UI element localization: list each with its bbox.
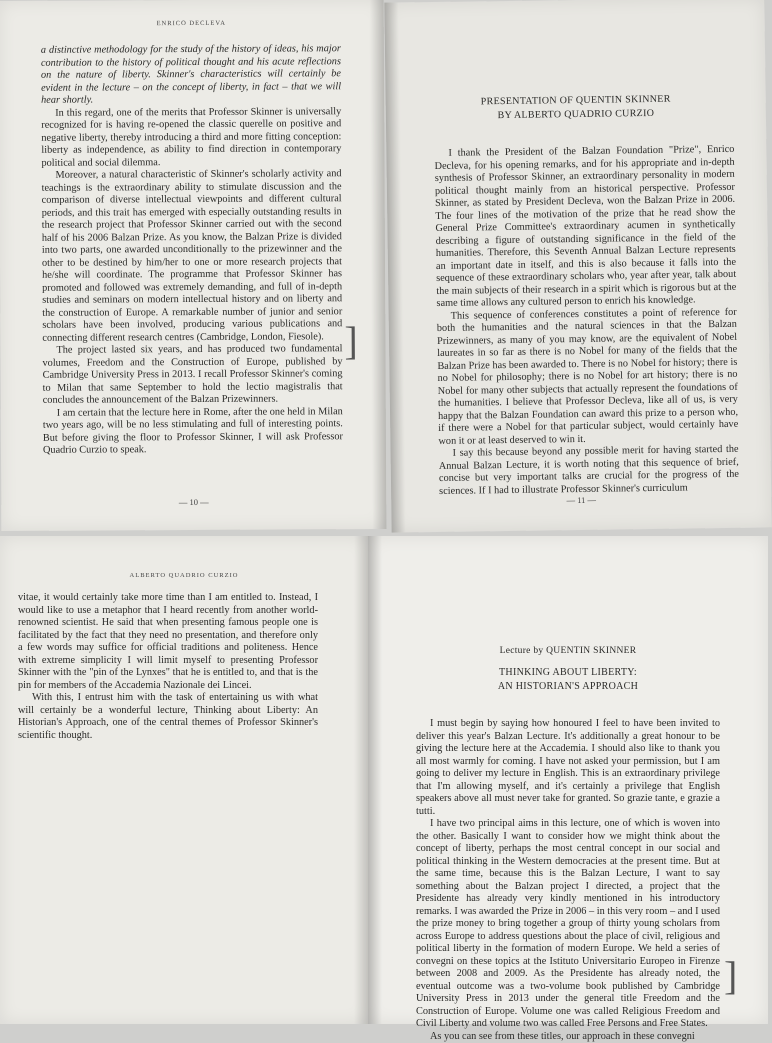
gutter-shadow — [384, 2, 405, 532]
page-11 — [384, 0, 771, 533]
paragraph: I must begin by saying how honoured I feel to have been invited to deliver this year's Balzan Lecture. It's additionally a great honour to be giving the lecture here at the Accademia. I should also like to thank you all most warmly for coming. I have not asked your permission, but I am going to deliver my lecture in English. This is an extraordinary privilege that I'm allowing myself, and it's certainly a privilege that English speakers above all must never take for granted. So grazie tante, e grazie a tutti. — [416, 718, 720, 818]
running-head: ENRICO DECLEVA — [0, 19, 384, 28]
paragraph: As you can see from these titles, our approach in these convegni — [416, 1031, 720, 1043]
gutter-shadow — [354, 536, 368, 1024]
paragraph: Moreover, a natural characteristic of Skinner's scholarly activity and teachings is the extraordinary ability to stimulate discussion and the comparison of diverse intellectual viewpoints and different cultural periods, and this trait has emerged with especially outstanding results in the research project that Professor Skinner carried out with the second half of his 2006 Balzan Prize. As you know, the Balzan Prize is divided into two parts, one awarded unconditionally to the prizewinner and the other to be destined by him/her to one or more research projects that he/she will coordinate. The programme that Professor Skinner has promoted and followed was extremely demanding, and full of in-depth studies and seminars on modern intellectual history and on liberty and the construction of Europe. A remarkable number of junior and senior scholars have been involved, producing various publications and connecting different research centres (Cambridge, London, Fiesole). — [41, 168, 342, 345]
paragraph: This sequence of conferences constitutes a point of reference for both the humanities and the natural sciences in that the Balzan Prizewinners, as many of you may know, are the equivalent of Nobel laureates in so far as there is no Nobel for many of the fields that the Balzan Prize has been awarded to. There is no Nobel for history; there is no Nobel for philosophy; there is no Nobel for art history; there is no Nobel for many other subjects that actually represent the foundations of the humanities. I believe that Professor Decleva, like all of us, is very happy that the Balzan Foundation can award this prize to a person who, if there were a Nobel for that particular subject, would certainly have won it or at least deserved to win it. — [437, 306, 739, 448]
paragraph: With this, I entrust him with the task of entertaining us with what will certainly be a wonderful lecture, Thinking about Liberty: An Historian's Approach, one of the central themes of Professor Skinner's scientific thought. — [18, 692, 318, 742]
paragraph: a distinctive methodology for the study of the history of ideas, his major contribution to the history of political thought and his acute reflections on the nature of liberty. Skinner's characteristics will certainly be evident in the lecture – on the concept of liberty, in fact – that we will hear shortly. — [41, 43, 341, 107]
running-head: ALBERTO QUADRIO CURZIO — [0, 572, 368, 579]
section-title — [386, 91, 766, 124]
page-13 — [368, 536, 768, 1024]
body-text — [416, 718, 720, 1043]
page-10 — [0, 0, 386, 531]
paragraph: In this regard, one of the merits that Professor Skinner is universally recognized for is having re-opened the classic querelle on positive and negative liberty, thereby introducing a third and more fitting conception: liberty as independence, as ability to find direction in contemporary political and social dilemma. — [41, 106, 341, 170]
title-line: THINKING ABOUT LIBERTY: — [368, 666, 768, 680]
paragraph: I thank the President of the Balzan Foundation "Prize", Enrico Decleva, for his opening remarks, and for his appropriate and in-depth synthesis of Professor Skinner, an extraordinary personality in modern political thought mainly from an historical perspective. Professor Skinner, as stated by President Decleva, won the Balzan Prize in 2006. The four lines of the motivation of the prize that he read show the General Prize Committee's extraordinary acumen in synthetically describing a figure of outstanding significance in the field of the humanities. Therefore, this Seventh Annual Balzan Lecture represents an important date in itself, and this is also because it falls into the sequence of these extraordinary scholars who, year after year, talk about the main subjects of their research in a spirit which is rigorous but at the same time allows any cultured person to enrich his knowledge. — [434, 144, 736, 311]
body-text — [18, 592, 318, 742]
margin-bracket: ] — [724, 956, 737, 996]
paragraph: I say this because beyond any possible merit for having started the Annual Balzan Lecture, it is worth noting that this sequence of brief, concise but very important talks are crucial for the progress of the sciences. If I had to illustrate Professor Skinner's curriculum — [439, 444, 740, 498]
title-line: PRESENTATION OF QUENTIN SKINNER — [386, 91, 766, 110]
paragraph: The project lasted six years, and has produced two fundamental volumes, Freedom and the Construction of Europe, published by Cambridge University Press in 2013. I recall Professor Skinner's coming to Milan that same September to hold the lectio magistralis that concludes the announcement of the Balzan Prizewinners. — [42, 343, 342, 407]
page-12 — [0, 536, 368, 1024]
margin-bracket: ] — [344, 321, 358, 361]
body-text — [41, 43, 343, 457]
paragraph: I have two principal aims in this lecture, one of which is woven into the other. Basically I want to consider how we might think about the concept of liberty, perhaps the most central concept in our social and political thinking in the Western democracies at the present time. But at the same time, because this is the Balzan Lecture, I want to say something about the Balzan project I directed, a project that the Presidente has already very kindly mentioned in his introductory remarks. I was awarded the Prize in 2006 – in this very room – and I used the prize money to bring together a group of thirty young scholars from across Europe to address questions about the place of civil, religious and political liberty in the formation of modern Europe. We held a series of convegni on these topics at the Istituto Universitario Europeo in Firenze between 2008 and 2009. As the Presidente has already noted, the eventual outcome was a two-volume book published by Cambridge University Press in 2013 under the general title Freedom and the Construction of Europe. Volume one was called Religious Freedom and Civil Liberty and volume two was called Free Persons and Free States. — [416, 818, 720, 1031]
title-line: BY ALBERTO QUADRIO CURZIO — [386, 105, 766, 124]
folio: — 10 — — [1, 496, 386, 508]
gutter-shadow — [368, 536, 382, 1024]
lecture-title — [368, 666, 768, 694]
folio: — 11 — — [391, 492, 771, 507]
lecture-byline: Lecture by QUENTIN SKINNER — [368, 644, 768, 658]
paragraph: vitae, it would certainly take more time than I am entitled to. Instead, I would like to use a metaphor that I heard recently from another world-renowned scientist. He said that when presenting famous people one is facilitated by the fact that they need no presentation, and therefore only a few words may suffice for official traditions and politeness. Hence with extreme simplicity I will limit myself to presenting Professor Skinner with the "pin of the Lynxes" that he is entitled to, and that is the pin for members of the Accademia Nazionale dei Lincei. — [18, 592, 318, 692]
title-line: AN HISTORIAN'S APPROACH — [368, 680, 768, 694]
body-text — [434, 144, 739, 498]
gutter-shadow — [370, 0, 387, 529]
paragraph: I am certain that the lecture here in Rome, after the one held in Milan two years ago, will be no less stimulating and full of interesting points. But before giving the floor to Professor Skinner, I will ask Professor Quadrio Curzio to speak. — [43, 406, 343, 458]
